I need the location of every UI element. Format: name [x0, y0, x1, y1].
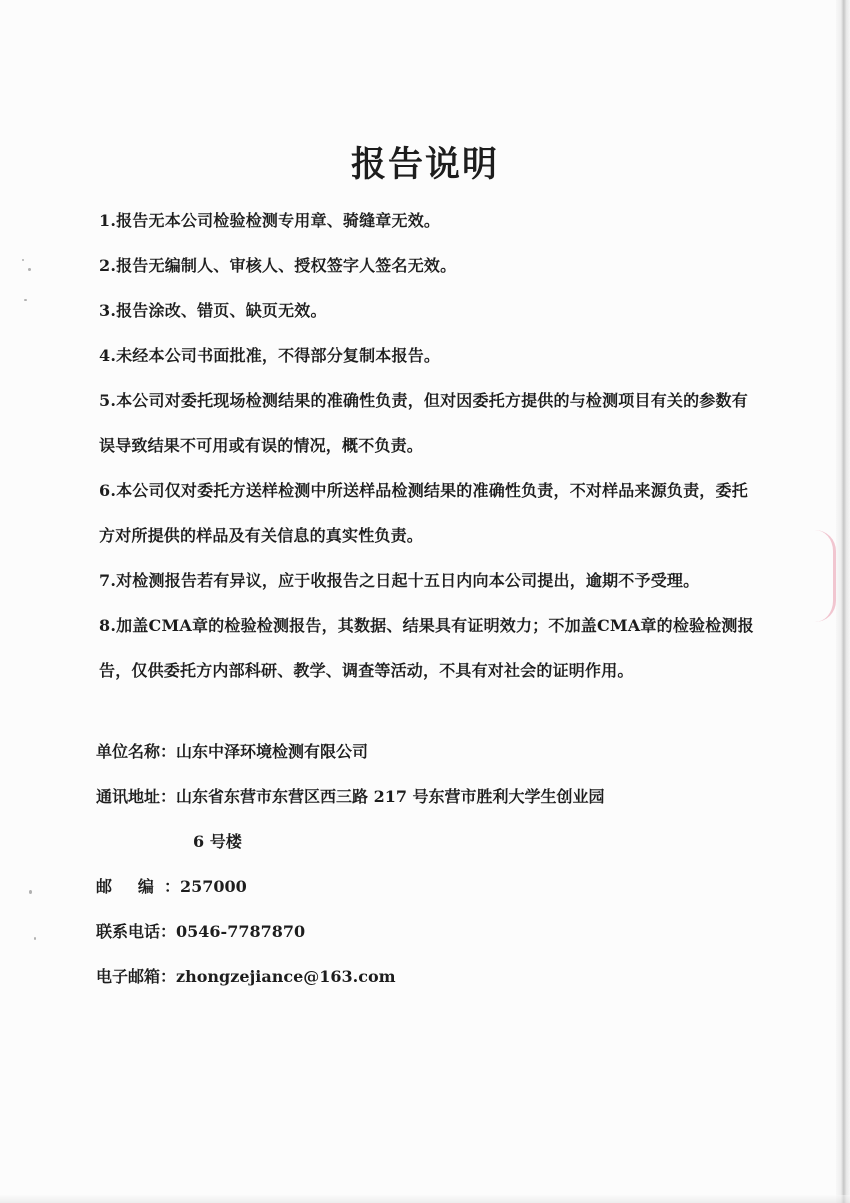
contact-block: [96, 729, 756, 999]
scan-speck: [28, 268, 31, 271]
instruction-item-7: 7.对检测报告若有异议，应于收报告之日起十五日内向本公司提出，逾期不予受理。: [99, 571, 700, 590]
phone-value: 0546-7787870: [176, 922, 306, 941]
instruction-item-8: 8.加盖CMA章的检验检测报告，其数据、结果具有证明效力；不加盖CMA章的检验检测报告，仅供委托方内部科研、教学、调查等活动，不具有对社会的证明作用。: [99, 616, 754, 680]
report-title: 报告说明: [350, 144, 499, 185]
phone-row: [96, 909, 756, 954]
report-instructions: [99, 198, 755, 693]
company-value: 山东中泽环境检测有限公司: [176, 742, 369, 761]
company-row: [96, 729, 756, 774]
phone-label: 联系电话：: [96, 922, 177, 941]
postcode-label: 邮 编：: [96, 877, 180, 896]
address-continuation-row: [96, 819, 756, 864]
scan-speck: [22, 259, 24, 261]
postcode-value: 257000: [180, 877, 247, 896]
email-value: zhongzejiance@163.com: [176, 967, 396, 986]
scan-speck: [34, 937, 36, 940]
instruction-item-2: 2.报告无编制人、审核人、授权签字人签名无效。: [99, 256, 457, 275]
instruction-item-3: 3.报告涂改、错页、缺页无效。: [99, 301, 327, 320]
email-row: [96, 954, 756, 999]
scan-speck: [29, 890, 32, 894]
address-value: 山东省东营市东营区西三路 217 号东营市胜利大学生创业园: [176, 787, 605, 806]
instruction-item-6: 6.本公司仅对委托方送样检测中所送样品检测结果的准确性负责，不对样品来源负责，委托方对所提供的样品及有关信息的真实性负责。: [99, 481, 748, 545]
scan-bottom-edge: [0, 1195, 850, 1203]
instruction-item-4: 4.未经本公司书面批准，不得部分复制本报告。: [99, 346, 441, 365]
email-label: 电子邮箱：: [96, 967, 177, 986]
instruction-item-1: 1.报告无本公司检验检测专用章、骑缝章无效。: [99, 211, 441, 230]
address-line-2: 6 号楼: [193, 832, 242, 851]
instruction-item-5: 5.本公司对委托现场检测结果的准确性负责，但对因委托方提供的与检测项目有关的参数有误导致结果不可用或有误的情况，概不负责。: [99, 391, 748, 455]
address-row: [96, 774, 756, 819]
company-label: 单位名称：: [96, 742, 177, 761]
postcode-row: [96, 864, 756, 909]
scan-speck: [24, 299, 27, 301]
address-label: 通讯地址：: [96, 787, 177, 806]
seal-mark-fragment: [815, 530, 836, 622]
